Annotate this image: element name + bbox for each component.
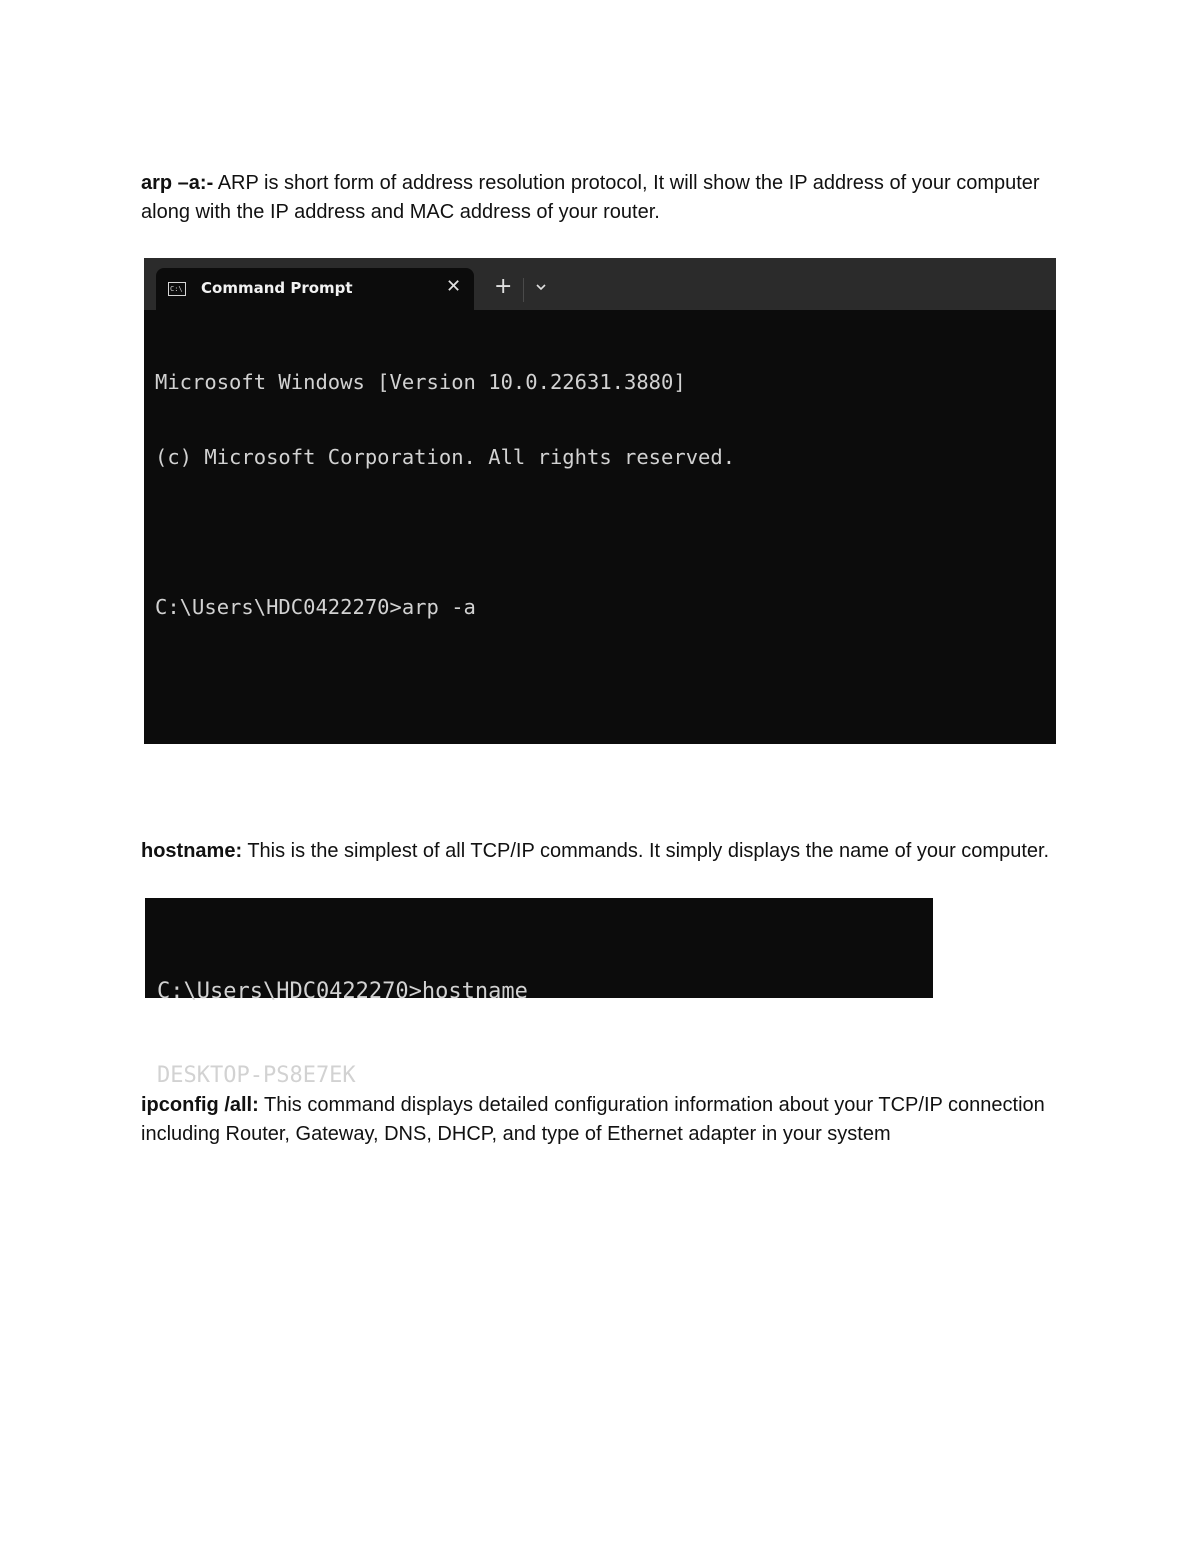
ipconfig-description: This command displays detailed configuration information about your TCP/IP connection including Router, Gateway, DNS, DHCP, and type of Ethernet adapter in your system bbox=[141, 1094, 1045, 1145]
version-line: Microsoft Windows [Version 10.0.22631.3880] bbox=[155, 370, 686, 394]
chevron-down-icon[interactable] bbox=[534, 280, 548, 294]
hostname-terminal-screenshot bbox=[145, 898, 933, 1088]
arp-prompt-line: C:\Users\HDC0422270>arp -a bbox=[155, 595, 476, 619]
hostname-prompt-line: C:\Users\HDC0422270>hostname bbox=[157, 979, 528, 1004]
plus-icon[interactable]: + bbox=[494, 274, 513, 299]
tab-divider bbox=[523, 278, 524, 302]
tab-title: Command Prompt bbox=[201, 279, 353, 297]
copyright-line: (c) Microsoft Corporation. All rights reserved. bbox=[155, 445, 736, 469]
arp-terminal-screenshot bbox=[144, 258, 1056, 744]
cmd-icon: C:\ bbox=[168, 282, 186, 296]
arp-description: ARP is short form of address resolution protocol, It will show the IP address of your computer along with the IP address and MAC address of your router. bbox=[141, 172, 1040, 223]
hostname-command-label: hostname: bbox=[141, 840, 243, 862]
ipconfig-paragraph bbox=[141, 1091, 1061, 1148]
tab-command-prompt[interactable] bbox=[156, 268, 474, 310]
terminal-tab-bar bbox=[144, 258, 1056, 310]
arp-paragraph bbox=[141, 169, 1061, 226]
hostname-description: This is the simplest of all TCP/IP commands. It simply displays the name of your computer. bbox=[242, 840, 1050, 862]
blank-line bbox=[155, 670, 790, 695]
hostname-output-line: DESKTOP-PS8E7EK bbox=[157, 1063, 356, 1088]
blank-line bbox=[155, 520, 790, 545]
close-icon[interactable]: ✕ bbox=[446, 276, 462, 297]
arp-command-label: arp –a:- bbox=[141, 172, 214, 194]
hostname-paragraph bbox=[141, 837, 1061, 866]
ipconfig-command-label: ipconfig /all: bbox=[141, 1094, 259, 1116]
arp-console-output bbox=[155, 320, 790, 744]
